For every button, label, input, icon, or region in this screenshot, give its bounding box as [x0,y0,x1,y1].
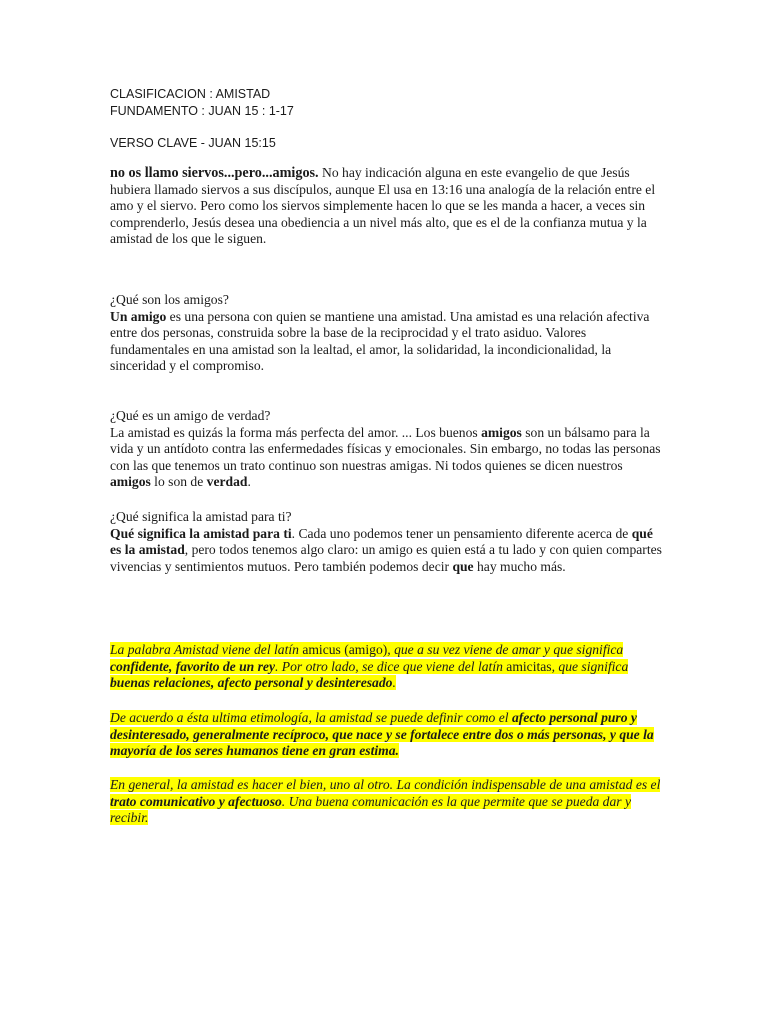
highlighted-text: , que a su vez viene de amar y que significa [387,642,624,657]
bold-term: Qué significa la amistad para ti [110,525,292,541]
highlighted-text: En general, la amistad es hacer el bien, uno al otro. La condición indispensable de una amistad es el [110,777,661,792]
answer-text: La amistad es quizás la forma más perfecta del amor. ... Los buenos [110,424,482,440]
highlighted-definition [110,710,662,760]
bold-term: que [452,558,474,574]
highlighted-text: La palabra Amistad viene del latín [110,642,303,657]
question-what-are-friends [110,292,662,375]
bold-term: amigos [110,474,151,490]
question-answer [110,425,662,491]
bold-term: Un amigo [110,308,167,324]
highlighted-bold: buenas relaciones, afecto personal y desinteresado [110,675,393,691]
highlighted-etymology [110,642,662,692]
foundation-line: FUNDAMENTO : JUAN 15 : 1-17 [110,104,294,118]
highlighted-bold: afecto personal puro y desinteresado, generalmente recíproco, que nace y se fortalece entre dos o más personas, y que la mayoría de los seres humanos tiene en gran estima. [110,710,654,759]
answer-text: es una persona con quien se mantiene una amistad. Una amistad es una relación afectiva entre dos personas, construida sobre la base de la reciprocidad y el trato asiduo. Valores fundamentales en una amistad son la lealtad, el amor, la solidaridad, la incondicionalidad, la sinceridad y el compromiso. [110,308,650,374]
highlighted-bold: trato comunicativo y afectuoso [110,793,282,809]
answer-text: son un bálsamo para la vida y un antídoto contra las enfermedades físicas y emocionales. Sin embargo, no todas las personas con las que tenemos un trato continuo son nuestras amigas. Ni todos quienes se dicen nuestros [110,424,661,473]
document-header [110,86,662,120]
highlighted-text: . Una buena comunicación es la que permite que se pueda dar y recibir. [110,793,631,826]
bold-term: qué es la amistad [110,525,653,558]
highlighted-text: amicitas [506,658,552,674]
question-heading: ¿Qué son los amigos? [110,292,229,307]
bold-term: verdad [206,474,248,490]
highlighted-text: . Por otro lado, se dice que viene del latín [275,658,507,674]
key-verse-line [110,135,662,152]
answer-text: . [247,474,251,490]
highlighted-text: De acuerdo a ésta ultima etimología, la amistad se puede definir como el [110,710,512,725]
classification-line: CLASIFICACION : AMISTAD [110,87,271,101]
question-answer [110,309,662,375]
question-answer [110,526,662,576]
highlighted-text: , que significa [551,658,629,674]
highlighted-text: amicus (amigo) [302,642,388,657]
answer-text: lo son de [150,474,207,490]
key-verse-text: VERSO CLAVE - JUAN 15:15 [110,136,276,150]
verse-quote: no os llamo siervos...pero...amigos. [110,165,319,181]
question-heading: ¿Qué significa la amistad para ti? [110,509,292,524]
question-meaning-of-friendship [110,509,662,575]
bold-term: amigos [481,424,522,440]
verse-commentary-text: No hay indicación alguna en este evangelio de que Jesús hubiera llamado siervos a sus discípulos, aunque El usa en 13:16 una analogía de la relación entre el amo y el siervo. Pero como los siervos simplemente hacen lo que se les manda a hacer, a veces sin comprenderlo, Jesús desea una obediencia a un nivel más alto, que es el de la confianza mutua y la amistad de los que le siguen. [110,165,656,247]
answer-text: hay mucho más. [473,558,566,574]
answer-text: , pero todos tenemos algo claro: un amigo es quien está a tu lado y con quien compartes vivencias y sentimientos mutuos. Pero también podemos decir [110,542,662,574]
highlighted-bold: confidente, favorito de un rey [110,658,275,674]
highlighted-general [110,777,662,827]
highlighted-text: . [392,675,396,691]
verse-commentary [110,165,662,248]
answer-text: . Cada uno podemos tener un pensamiento diferente acerca de [291,525,632,541]
question-true-friend [110,408,662,491]
question-heading: ¿Qué es un amigo de verdad? [110,408,271,423]
